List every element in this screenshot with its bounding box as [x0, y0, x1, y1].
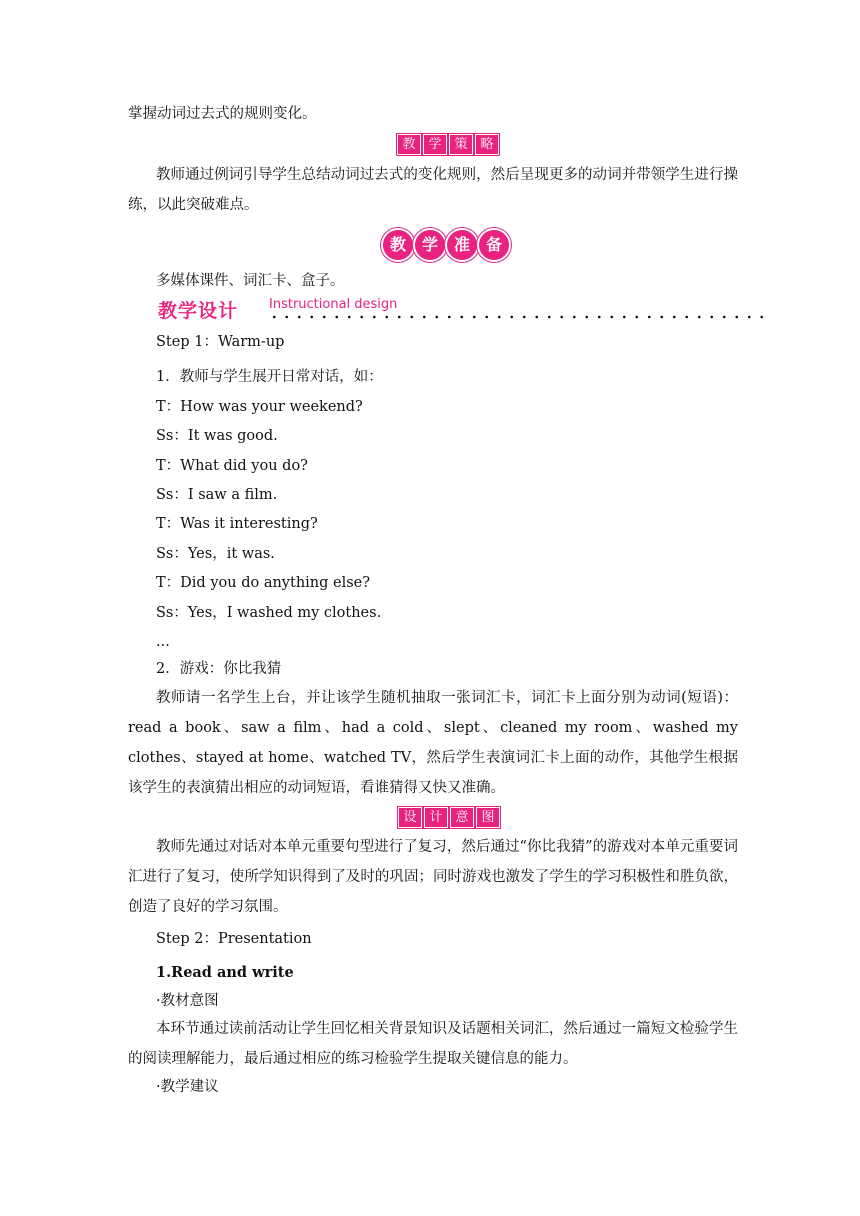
design-header	[128, 296, 768, 326]
tag-char: 略	[475, 134, 499, 155]
tag-char: 教	[397, 134, 421, 155]
list-item: 2．游戏：你比我猜	[156, 661, 282, 677]
game-paragraph: 教师请一名学生上台，并让该学生随机抽取一张词汇卡，词汇卡上面分别为动词(短语)：read a book、saw a film、had a cold、slept、cleaned my room、washed my clothes、stayed at home、watched TV，然后学生表演词汇卡上面的动作，其他学生根据该学生的表演猜出相应的动词短语，看谁猜得又快又准确。	[128, 690, 738, 796]
intent-paragraph: 教师先通过对话对本单元重要句型进行了复习，然后通过“你比我猜”的游戏对本单元重要词汇进行了复习，使所学知识得到了及时的巩固；同时游戏也激发了学生的学习积极性和胜负欲，创造了良好的学习氛围。	[128, 839, 738, 915]
tag-char: 意	[450, 807, 474, 828]
design-title: 教学设计	[158, 300, 239, 322]
tag-char: 学	[423, 134, 447, 155]
strategy-tag	[397, 134, 499, 155]
step2-heading: Step 2：Presentation	[156, 931, 312, 947]
prep-line: 多媒体课件、词汇卡、盒子。	[156, 273, 345, 289]
tag-char: 策	[449, 134, 473, 155]
textbook-paragraph: 本环节通过读前活动让学生回忆相关背景知识及话题相关词汇，然后通过一篇短文检验学生的阅读理解能力，最后通过相应的练习检验学生提取关键信息的能力。	[128, 1021, 738, 1067]
dialogue-line: Ss：I saw a film.	[156, 487, 278, 503]
section-heading: 1.Read and write	[156, 964, 294, 981]
dialogue-line: T：How was your weekend?	[156, 399, 363, 415]
list-item: 1．教师与学生展开日常对话，如：	[156, 369, 383, 385]
dialogue-line: T：What did you do?	[156, 458, 308, 474]
heading-char: 准	[445, 228, 479, 262]
tag-char: 图	[476, 807, 500, 828]
intent-tag	[398, 807, 500, 828]
dialogue-line: Ss：Yes，I washed my clothes.	[156, 605, 382, 621]
objective-line: 掌握动词过去式的规则变化。	[128, 106, 317, 122]
step1-heading: Step 1：Warm-up	[156, 334, 285, 350]
dialogue-line: Ss：Yes，it was.	[156, 546, 275, 562]
design-subtitle: Instructional design	[269, 297, 398, 312]
dotted-divider	[268, 314, 768, 320]
heading-char: 学	[413, 228, 447, 262]
heading-char: 备	[477, 228, 511, 262]
dialogue-line: Ss：It was good.	[156, 428, 278, 444]
subheading: ·教材意图	[156, 993, 219, 1009]
subheading: ·教学建议	[156, 1079, 219, 1095]
prep-heading	[381, 228, 509, 262]
dialogue-line: T：Was it interesting?	[156, 516, 318, 532]
tag-char: 设	[398, 807, 422, 828]
tag-char: 计	[424, 807, 448, 828]
heading-char: 教	[381, 228, 415, 262]
dialogue-line: T：Did you do anything else?	[156, 575, 371, 591]
strategy-paragraph: 教师通过例词引导学生总结动词过去式的变化规则，然后呈现更多的动词并带领学生进行操练，以此突破难点。	[128, 167, 738, 213]
ellipsis: ...	[156, 634, 170, 650]
